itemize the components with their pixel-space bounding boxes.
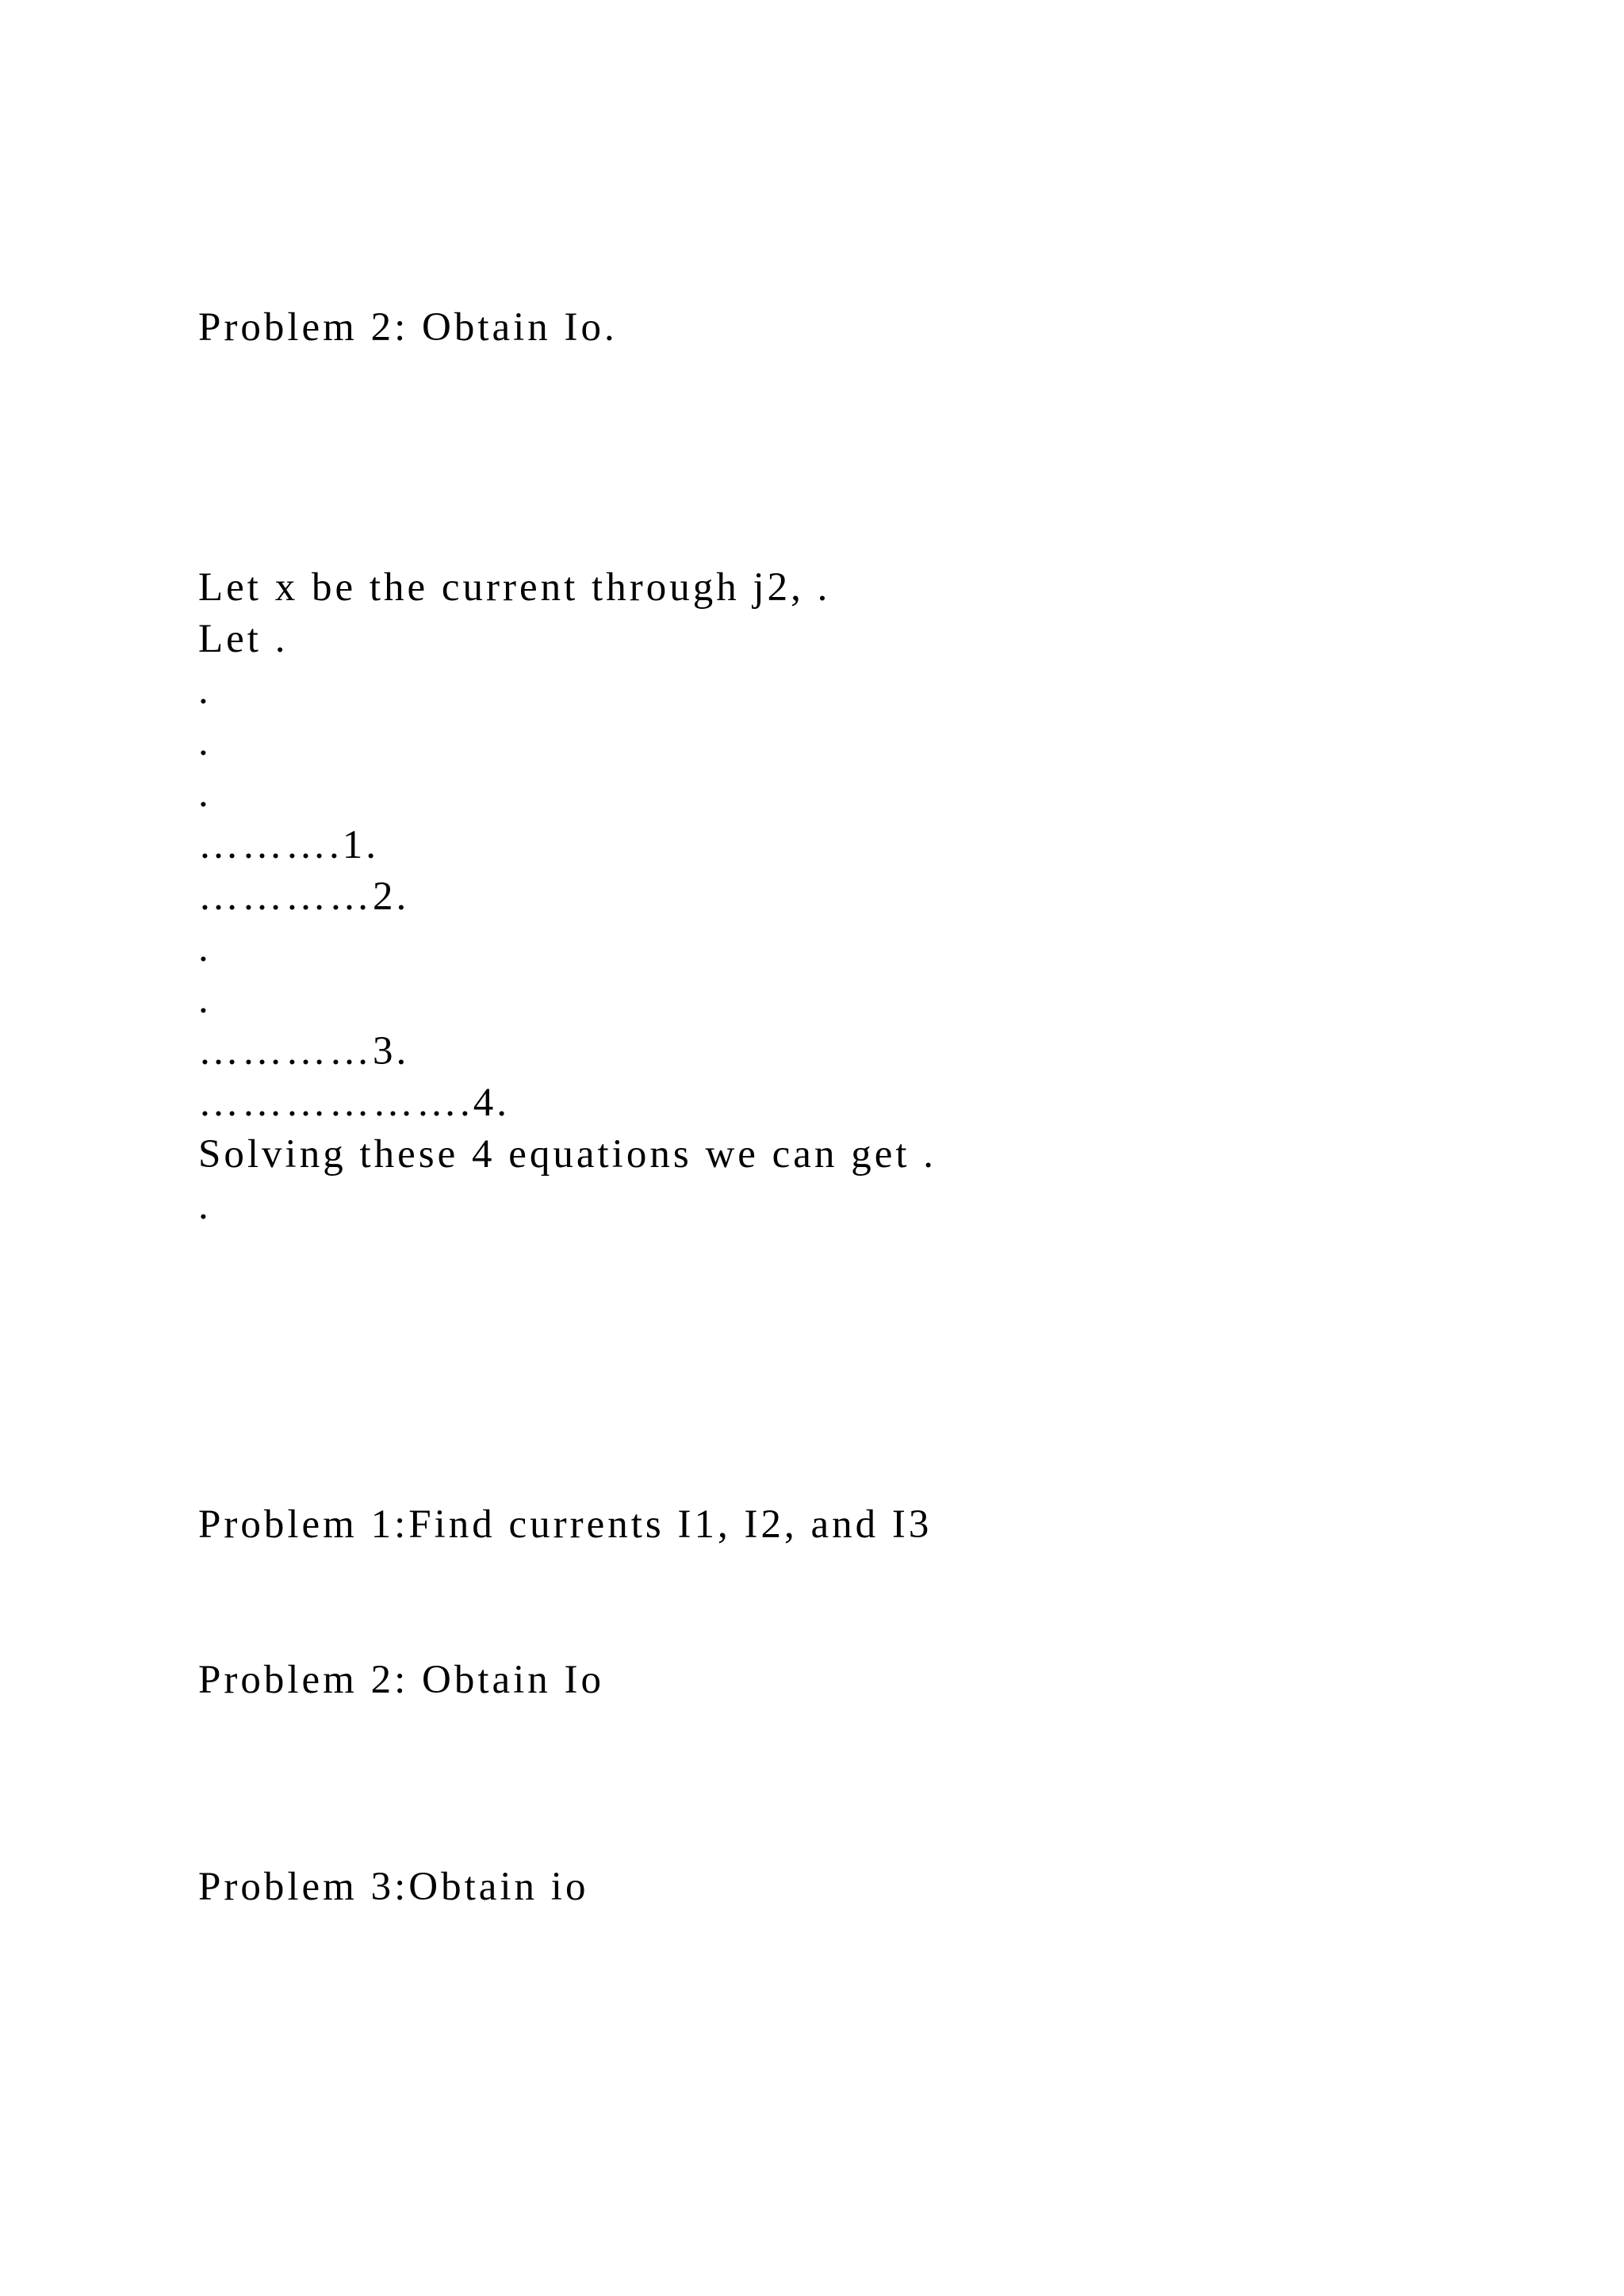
problem-1-heading: Problem 1:Find currents I1, I2, and I3 [198, 1502, 933, 1547]
solution-line: . [198, 771, 212, 816]
solution-line: . [198, 978, 212, 1022]
solution-line: Let x be the current through j2, . [198, 565, 831, 610]
equation-3-line: …………3. [198, 1029, 410, 1073]
equation-1-line: ……….1. [198, 823, 379, 867]
solving-line: Solving these 4 equations we can get . [198, 1132, 936, 1177]
equation-4-line: ……………….4. [198, 1081, 510, 1125]
problem-3-heading: Problem 3:Obtain io [198, 1865, 589, 1909]
solution-line: . [198, 926, 212, 970]
solution-line: . [198, 720, 212, 764]
problem-2-heading: Problem 2: Obtain Io [198, 1658, 605, 1702]
solution-line: . [198, 668, 212, 713]
equation-2-line: …………2. [198, 874, 410, 919]
solution-line: . [198, 1184, 212, 1228]
solution-line: Let . [198, 617, 289, 661]
problem-2-heading-top: Problem 2: Obtain Io. [198, 305, 618, 350]
